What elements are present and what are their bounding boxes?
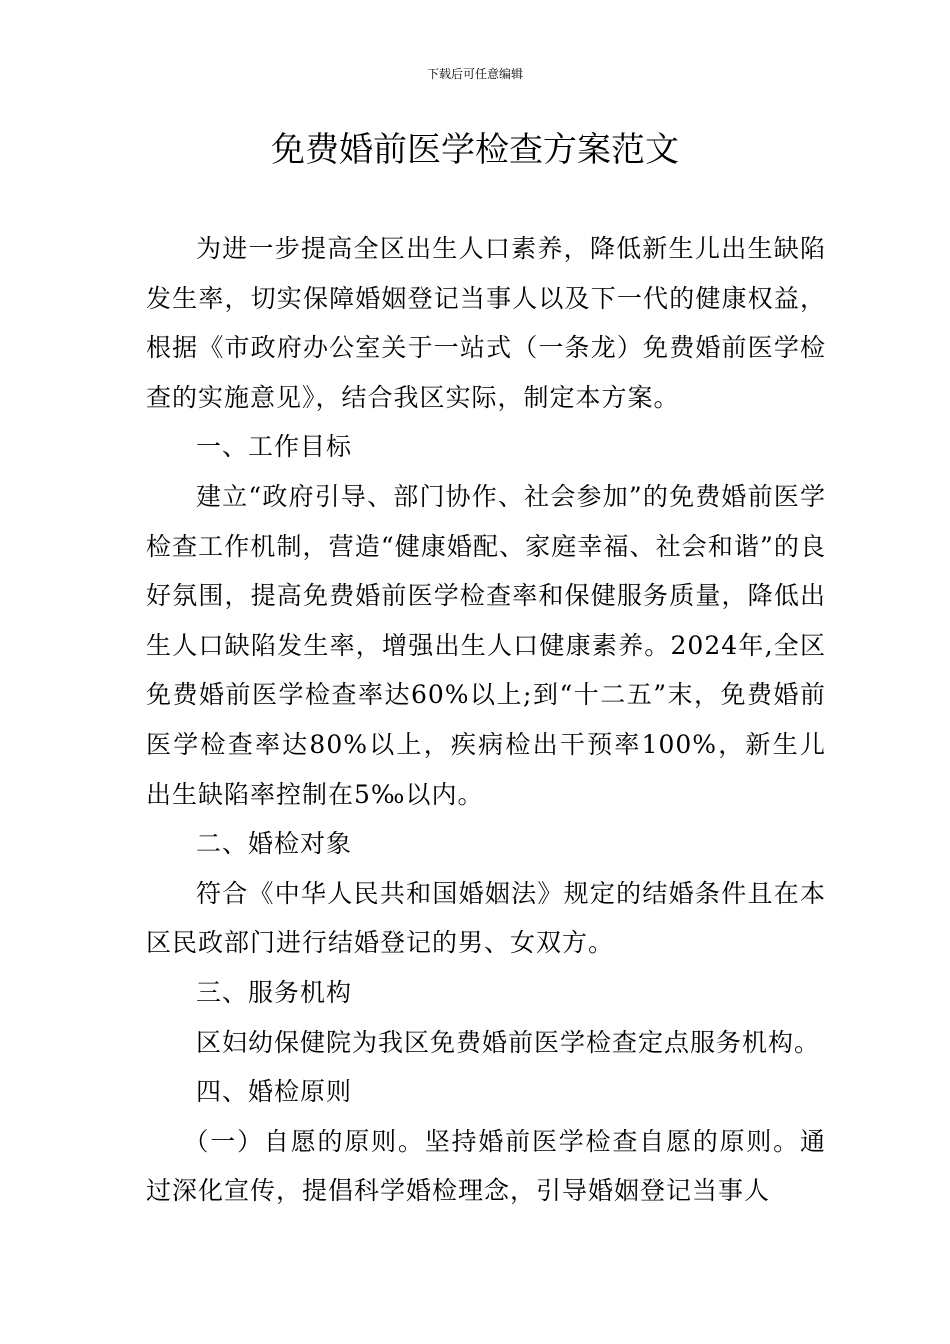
document-title: 免费婚前医学检查方案范文 [271,130,679,170]
paragraph-principle-1: （一）自愿的原则。坚持婚前医学检查自愿的原则。通过深化宣传，提倡科学婚检理念，引导婚姻登记当事人 [146,1126,826,1206]
header-note: 下载后可任意编辑 [426,67,523,81]
section-heading-goals: 一、工作目标 [196,432,353,462]
paragraph-intro: 为进一步提高全区出生人口素养，降低新生儿出生缺陷发生率，切实保障婚姻登记当事人以及下一代的健康权益，根据《市政府办公室关于一站式（一条龙）免费婚前医学检查的实施意见》，结合我区实际，制定本方案。 [146,234,826,412]
paragraph-goals: 建立“政府引导、部门协作、社会参加”的免费婚前医学检查工作机制，营造“健康婚配、家庭幸福、社会和谐”的良好氛围，提高免费婚前医学检查率和保健服务质量，降低出生人口缺陷发生率，增强出生人口健康素养。2024年,全区免费婚前医学检查率达60%以上;到“十二五”末，免费婚前医学检查率达80%以上，疾病检出干预率100%，新生儿出生缺陷率控制在5‰以内。 [146,481,826,809]
section-heading-principles: 四、婚检原则 [196,1077,353,1107]
paragraph-targets: 符合《中华人民共和国婚姻法》规定的结婚条件且在本区民政部门进行结婚登记的男、女双方。 [146,878,826,958]
section-heading-institution: 三、服务机构 [196,977,353,1007]
section-heading-targets: 二、婚检对象 [196,829,353,859]
document-body [146,224,826,1216]
paragraph-institution: 区妇幼保健院为我区免费婚前医学检查定点服务机构。 [196,1027,821,1057]
